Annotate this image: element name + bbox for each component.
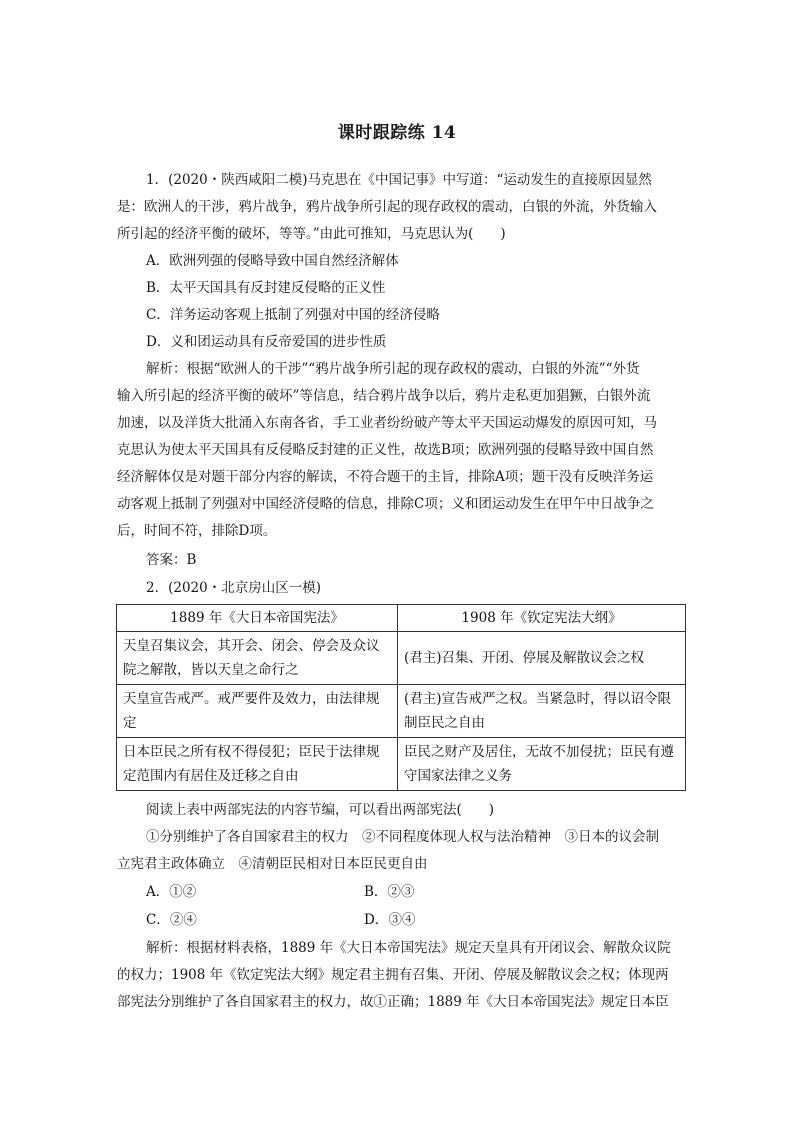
table-cell: (君主)宣告戒严之权。当紧急时，得以诏令限制臣民之自由 — [398, 685, 686, 738]
q1-option-b: B．太平天国具有反封建反侵略的正义性 — [146, 280, 386, 296]
q2-option-a: A．①② — [146, 884, 197, 900]
q2-analysis-line: 部宪法分别维护了各自国家君主的权力，故①正确；1889 年《大日本帝国宪法》规定日本臣 — [117, 994, 669, 1010]
table-header-cell: 1908 年《钦定宪法大纲》 — [398, 605, 686, 632]
q1-analysis-line: 后，时间不符，排除D项。 — [117, 523, 277, 539]
q1-analysis-line: 克思认为使太平天国具有反侵略反封建的正义性，故选B项；欧洲列强的侵略导致中国自然 — [117, 442, 654, 458]
table-row — [117, 685, 686, 738]
q1-analysis-line: 加速，以及洋货大批涌入东南各省，手工业者纷纷破产等太平天国运动爆发的原因可知，马 — [117, 415, 657, 431]
q2-option-c: C．②④ — [146, 912, 197, 928]
q1-option-c: C．洋务运动客观上抵制了列强对中国的经济侵略 — [146, 307, 440, 323]
q2-statement-line: 立宪君主政体确立 ④清朝臣民相对日本臣民更自由 — [117, 856, 428, 872]
table-cell: 天皇宣告戒严。戒严要件及效力，由法律规定 — [117, 685, 398, 738]
q2-stem: 2．(2020・北京房山区一模) — [146, 580, 321, 596]
table-header-cell: 1889 年《大日本帝国宪法》 — [117, 605, 398, 632]
q2-question-line: 阅读上表中两部宪法的内容节编，可以看出两部宪法( ) — [146, 802, 495, 818]
q1-stem-line: 是：欧洲人的干涉，鸦片战争，鸦片战争所引起的现存政权的震动，白银的外流，外货输入 — [117, 199, 657, 215]
table-header-row — [117, 605, 686, 632]
q1-answer: 答案：B — [146, 552, 197, 568]
q1-stem-line: 1．(2020・陕西咸阳二模)马克思在《中国记事》中写道：“运动发生的直接原因显然 — [146, 172, 652, 188]
table-cell: 天皇召集议会，其开会、闭会、停会及众议院之解散，皆以天皇之命行之 — [117, 632, 398, 685]
q1-analysis-line: 动客观上抵制了列强对中国经济侵略的信息，排除C项；义和团运动发生在甲午中日战争之 — [117, 496, 654, 512]
q2-analysis-line: 解析：根据材料表格，1889 年《大日本帝国宪法》规定天皇具有开闭议会、解散众议院 — [146, 940, 671, 956]
constitution-comparison-table — [116, 604, 686, 791]
q2-statement-line: ①分别维护了各自国家君主的权力 ②不同程度体现人权与法治精神 ③日本的议会制 — [146, 829, 659, 845]
q1-option-a: A．欧洲列强的侵略导致中国自然经济解体 — [146, 253, 399, 269]
table-cell: 臣民之财产及居住，无故不加侵扰；臣民有遵守国家法律之义务 — [398, 738, 686, 791]
table-cell: (君主)召集、开闭、停展及解散议会之权 — [398, 632, 686, 685]
q1-analysis-line: 解析：根据“欧洲人的干涉”“鸦片战争所引起的现存政权的震动，白银的外流”“外货 — [146, 361, 640, 377]
q2-option-d: D．③④ — [364, 912, 416, 928]
q1-analysis-line: 输入所引起的经济平衡的破坏”等信息，结合鸦片战争以后，鸦片走私更加猖獗，白银外流 — [117, 388, 651, 404]
q1-stem-line: 所引起的经济平衡的破坏，等等。”由此可推知，马克思认为( ) — [117, 226, 506, 242]
table-row — [117, 632, 686, 685]
q1-option-d: D．义和团运动具有反帝爱国的进步性质 — [146, 334, 387, 350]
table-row — [117, 738, 686, 791]
q2-option-b: B．②③ — [364, 884, 415, 900]
q1-analysis-line: 经济解体仅是对题干部分内容的解读，不符合题干的主旨，排除A项；题干没有反映洋务运 — [117, 469, 654, 485]
table-cell: 日本臣民之所有权不得侵犯；臣民于法律规定范围内有居住及迁移之自由 — [117, 738, 398, 791]
q2-analysis-line: 的权力；1908 年《钦定宪法大纲》规定君主拥有召集、开闭、停展及解散议会之权；体现两 — [117, 967, 669, 983]
page-title: 课时跟踪练 14 — [337, 123, 457, 143]
